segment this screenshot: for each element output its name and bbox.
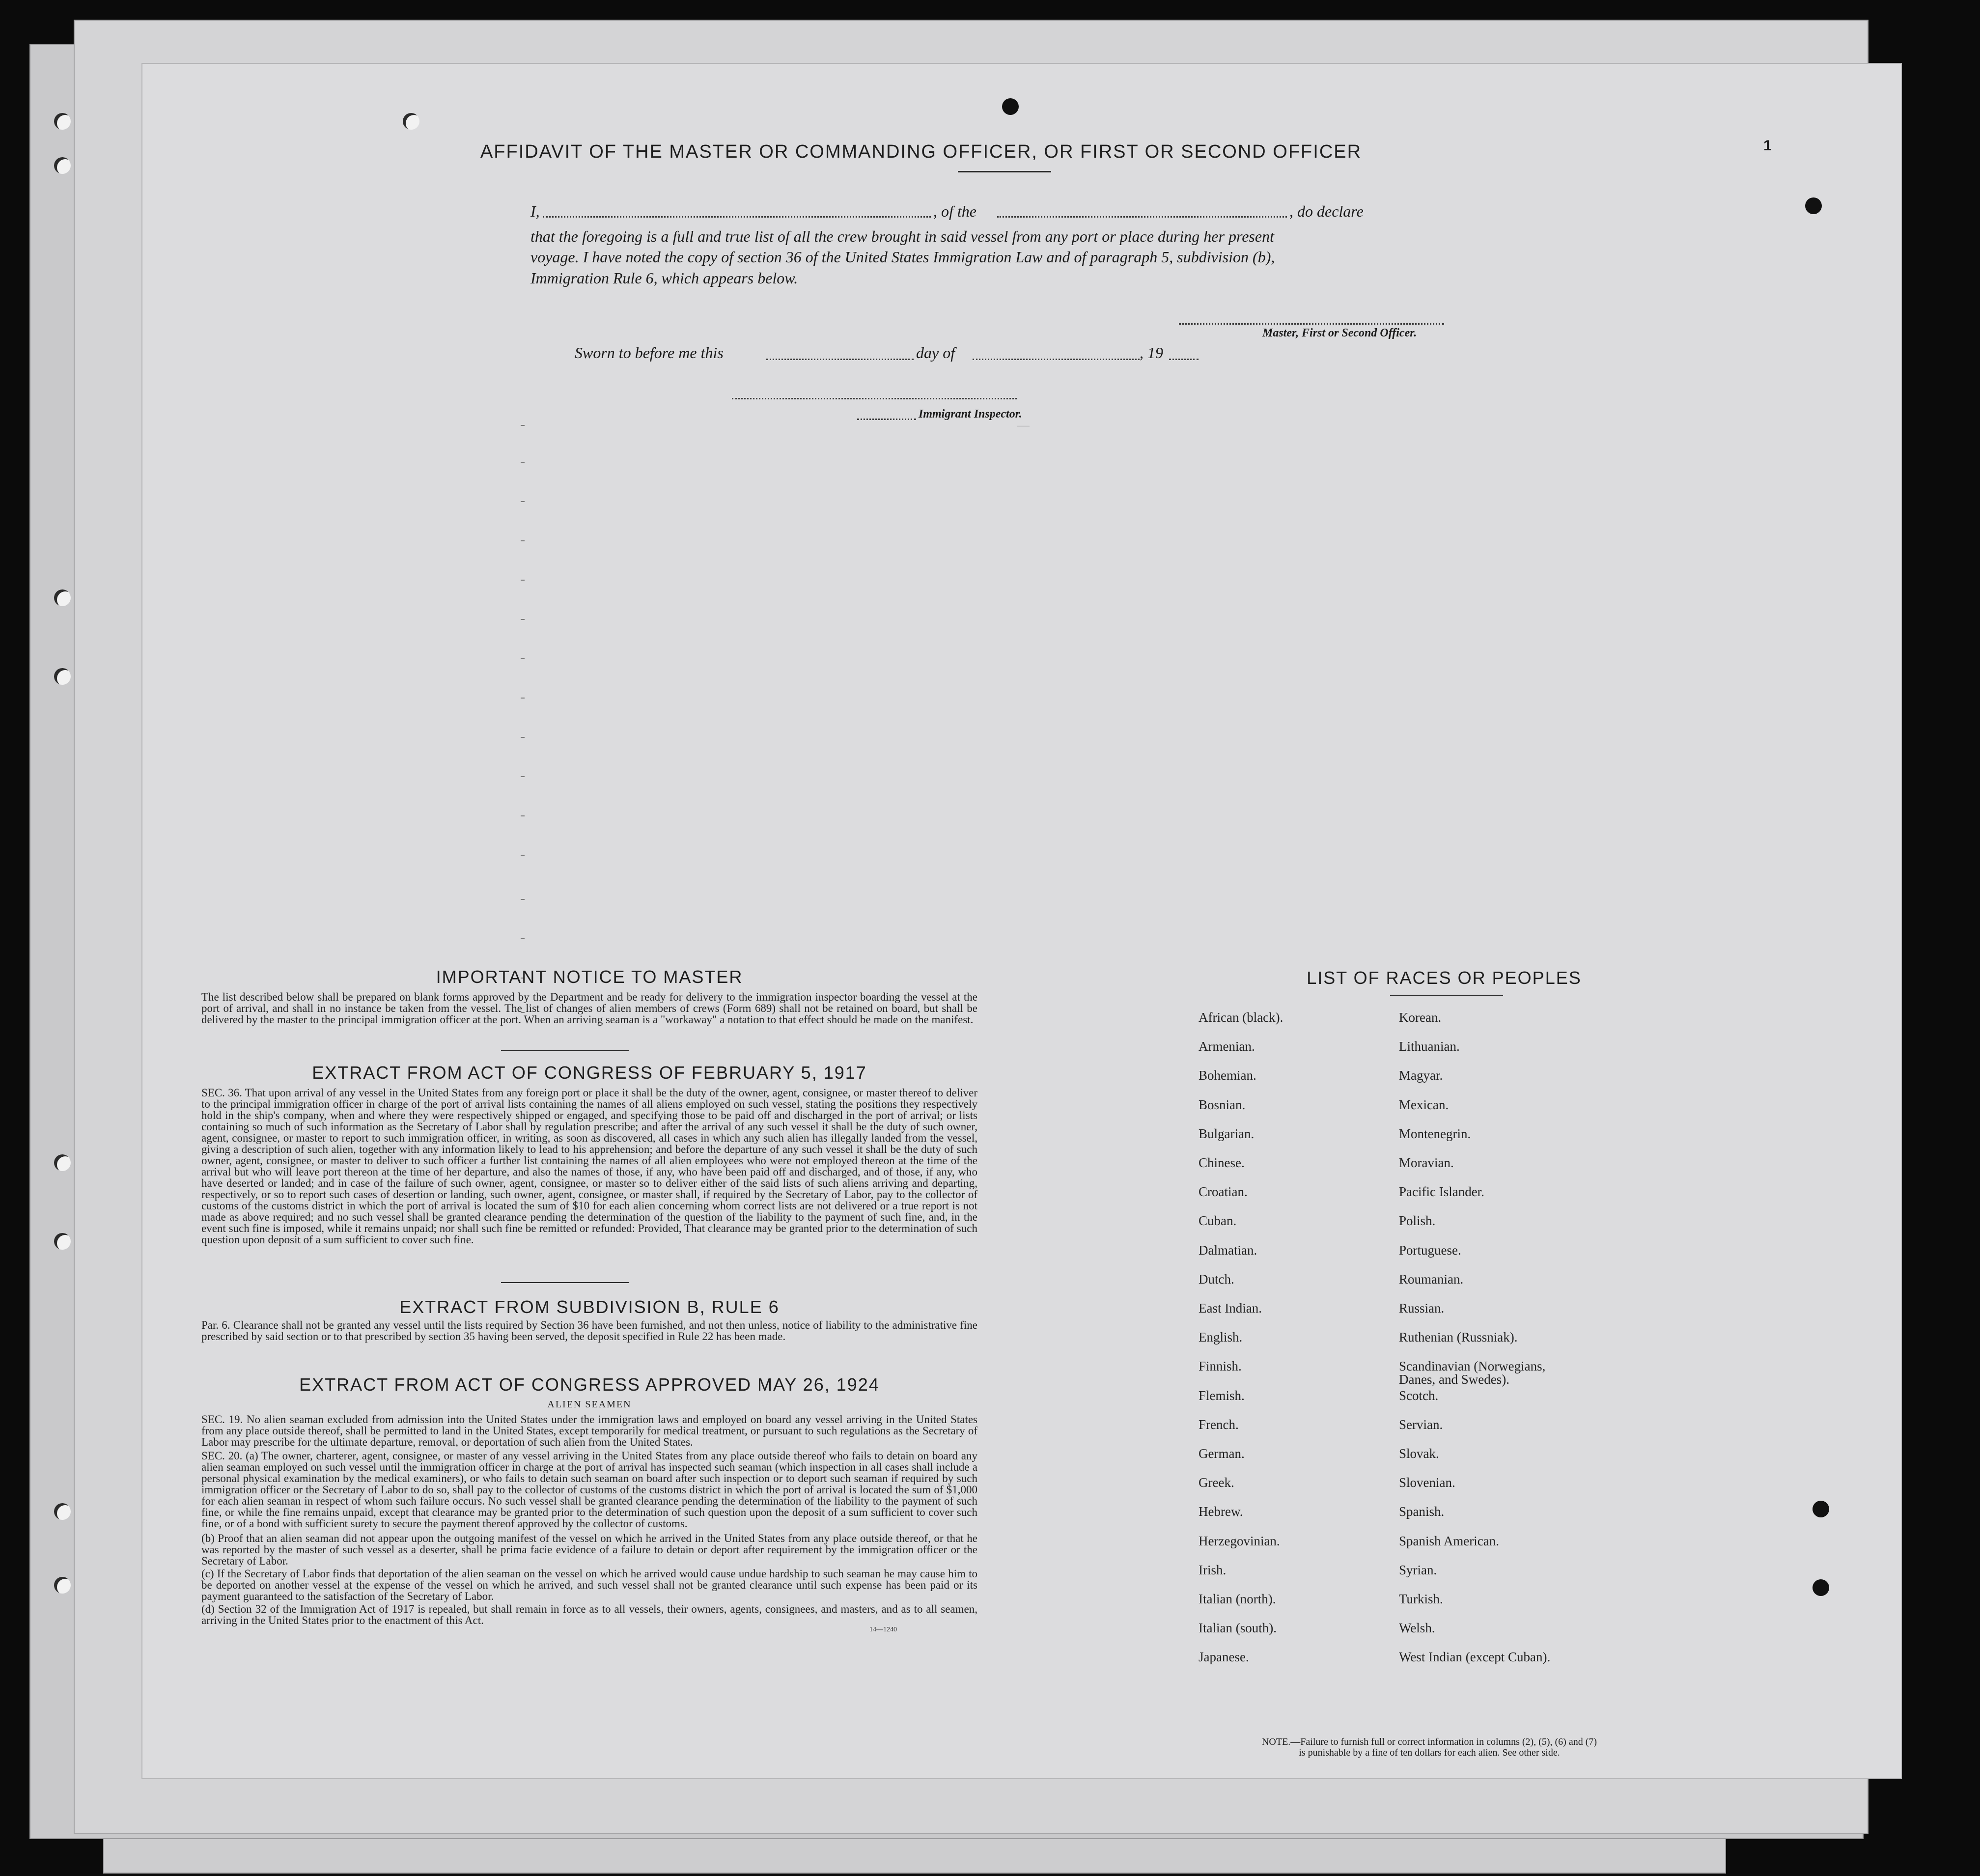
sworn-day-of: day of xyxy=(916,344,955,362)
margin-tick xyxy=(521,658,525,659)
declare-i: I, xyxy=(530,202,540,220)
race-item: African (black). xyxy=(1199,1010,1283,1025)
margin-tick xyxy=(521,425,525,426)
inspector-label: Immigrant Inspector. xyxy=(919,408,1022,420)
race-item: Lithuanian. xyxy=(1399,1039,1460,1054)
race-item: Mexican. xyxy=(1399,1097,1449,1112)
race-item: Scandinavian (Norwegians, Danes, and Swedes). xyxy=(1399,1359,1546,1387)
extract-rule6-title: EXTRACT FROM SUBDIVISION B, RULE 6 xyxy=(399,1297,780,1317)
punch-hole xyxy=(54,1233,71,1250)
race-item: Croatian. xyxy=(1199,1184,1248,1199)
race-item: Dalmatian. xyxy=(1199,1243,1257,1258)
extract-1924-sec20b: (b) Proof that an alien seaman did not appear upon the outgoing manifest of the vessel on which he arrived in the United States from any place outside thereof, or that he was reported by the master of such vessel as a deserter, shall be prima facie evidence of a failure to detain or deport after requirement by the immigration officer or the Secretary of Labor. xyxy=(201,1532,977,1567)
race-item: Irish. xyxy=(1199,1563,1227,1577)
race-item: East Indian. xyxy=(1199,1301,1262,1316)
margin-tick xyxy=(521,698,525,699)
race-item: Armenian. xyxy=(1199,1039,1255,1054)
extract-1924-sec20c: (c) If the Secretary of Labor finds that deportation of the alien seaman on the vessel on which he arrived would cause undue hardship to such seaman he may cause him to be deported on another vessel at the expense of the vessel on which he arrived, and such vessel shall not be granted clearance until such expense has been paid or its payment guaranteed to the satisfaction of the Secretary of Labor. xyxy=(201,1568,977,1602)
race-item: Russian. xyxy=(1399,1301,1445,1316)
inspector-lead-line xyxy=(857,419,916,420)
affidavit-body-line2: voyage. I have noted the copy of section 36 of the United States Immigration Law and of paragraph 5, subdivision (b), xyxy=(530,248,1275,266)
margin-tick xyxy=(521,899,525,900)
race-item: Syrian. xyxy=(1399,1563,1437,1577)
race-item: Bulgarian. xyxy=(1199,1126,1255,1141)
margin-tick xyxy=(521,737,525,738)
punch-hole xyxy=(1813,1501,1829,1517)
race-item: Italian (north). xyxy=(1199,1592,1276,1606)
races-title: LIST OF RACES OR PEOPLES xyxy=(1307,968,1582,988)
race-item: Herzegovinian. xyxy=(1199,1534,1280,1548)
affidavit-title: AFFIDAVIT OF THE MASTER OR COMMANDING OFFICER, OR FIRST OR SECOND OFFICER xyxy=(480,141,1362,162)
race-item: Slovenian. xyxy=(1399,1475,1455,1490)
race-item: French. xyxy=(1199,1417,1239,1432)
punch-hole xyxy=(54,113,71,130)
race-item: Bosnian. xyxy=(1199,1097,1246,1112)
extract-1924-title: EXTRACT FROM ACT OF CONGRESS APPROVED MAY 26, 1924 xyxy=(299,1374,880,1395)
ghost-text: — xyxy=(1017,418,1030,432)
race-item: Pacific Islander. xyxy=(1399,1184,1484,1199)
notice-text: The list described below shall be prepared on blank forms approved by the Department and be ready for delivery to the immigration inspector boarding the vessel at the port of arrival, and shall in no instance be taken from the vessel. The list of changes of alien members of crews (Form 689) shall not be retained on board, but shall be delivered by the master to the principal immigration officer at the port. When an arriving seaman is a "workaway" a notation to that effect should be made on the manifest. xyxy=(201,991,977,1026)
race-item: Scotch. xyxy=(1399,1388,1439,1403)
page-number: 1 xyxy=(1763,138,1772,154)
race-item: Polish. xyxy=(1399,1213,1436,1228)
affidavit-body-line1: that the foregoing is a full and true list of all the crew brought in said vessel from any port or place during her present xyxy=(530,227,1274,245)
name-field[interactable] xyxy=(543,216,931,218)
race-item: Japanese. xyxy=(1199,1650,1249,1664)
race-item: Montenegrin. xyxy=(1399,1126,1471,1141)
vessel-field[interactable] xyxy=(997,216,1287,218)
punch-hole xyxy=(1002,98,1019,115)
race-item: Welsh. xyxy=(1399,1621,1435,1635)
sworn-year: , 19 xyxy=(1140,344,1163,362)
punch-hole xyxy=(54,157,71,174)
extract-1924-sec20d: (d) Section 32 of the Immigration Act of 1917 is repealed, but shall remain in force as to all vessels, their owners, agents, consignees, and masters, and as to all seamen, arriving in the United States prior to the enactment of this Act. xyxy=(201,1603,977,1626)
extract-1917-title: EXTRACT FROM ACT OF CONGRESS OF FEBRUARY 5, 1917 xyxy=(312,1063,867,1083)
race-item: Magyar. xyxy=(1399,1068,1443,1083)
race-item: Hebrew. xyxy=(1199,1504,1243,1519)
race-item: Moravian. xyxy=(1399,1155,1454,1170)
margin-tick xyxy=(521,815,525,816)
race-item: Cuban. xyxy=(1199,1213,1237,1228)
affidavit-page xyxy=(142,64,1901,1778)
race-item: English. xyxy=(1199,1330,1243,1344)
punch-hole xyxy=(54,589,71,606)
sworn-day-field[interactable] xyxy=(766,359,914,360)
extract-1924-sec19: SEC. 19. No alien seaman excluded from admission into the United States under the immigration laws and employed on board any vessel arriving in the United States from any place outside thereof, shall be permitted to land in the United States, except temporarily for medical treatment, or pursuant to such regulations as the Secretary of Labor may prescribe for the ultimate departure, removal, or deportation of such alien from the United States. xyxy=(201,1413,977,1448)
notice-title: IMPORTANT NOTICE TO MASTER xyxy=(436,967,743,987)
margin-tick xyxy=(521,619,525,620)
race-item: West Indian (except Cuban). xyxy=(1399,1650,1551,1664)
signature-field[interactable] xyxy=(1179,323,1444,325)
extract-rule6-text: Par. 6. Clearance shall not be granted any vessel until the lists required by Section 36 have been furnished, and not then unless, notice of liability to the administrative fine prescribed by said section or to that prescribed by section 35 having been served, the deposit specified in Rule 22 has been made. xyxy=(201,1319,977,1343)
race-item: German. xyxy=(1199,1446,1245,1461)
races-title-underline xyxy=(1390,995,1503,996)
race-item: Italian (south). xyxy=(1199,1621,1277,1635)
declare-end: , do declare xyxy=(1289,202,1364,220)
race-item: Ruthenian (Russniak). xyxy=(1399,1330,1518,1344)
race-item: Korean. xyxy=(1399,1010,1442,1025)
race-item: Chinese. xyxy=(1199,1155,1245,1170)
race-item: Dutch. xyxy=(1199,1272,1234,1287)
punch-hole xyxy=(54,668,71,685)
margin-tick xyxy=(521,462,525,463)
race-item: Greek. xyxy=(1199,1475,1234,1490)
inspector-signature-field[interactable] xyxy=(732,398,1017,399)
punch-hole xyxy=(1813,1579,1829,1596)
affidavit-body-line3: Immigration Rule 6, which appears below. xyxy=(530,269,798,287)
title-underline xyxy=(958,171,1051,172)
margin-tick xyxy=(521,540,525,541)
footer-note: NOTE.—Failure to furnish full or correct information in columns (2), (5), (6) and (7) is punishable by a fine of ten dollars for each alien. See other side. xyxy=(1261,1736,1597,1758)
declare-of-the: , of the xyxy=(933,202,976,220)
punch-hole xyxy=(54,1154,71,1171)
margin-tick xyxy=(521,580,525,581)
race-item: Bohemian. xyxy=(1199,1068,1256,1083)
sworn-prefix: Sworn to before me this xyxy=(575,344,724,362)
margin-tick xyxy=(521,501,525,502)
punch-hole xyxy=(1805,197,1822,214)
sworn-year-field[interactable] xyxy=(1169,359,1199,360)
race-item: Portuguese. xyxy=(1399,1243,1461,1258)
race-item: Servian. xyxy=(1399,1417,1443,1432)
extract-1917-text: SEC. 36. That upon arrival of any vessel in the United States from any foreign port or place it shall be the duty of the owner, agent, consignee, or master thereof to deliver to the principal immigration officer in charge of the port of arrival lists containing the names of all aliens employed on such vessel, stating the positions they respectively hold in the ship's company, when and where they were respectively shipped or engaged, and specifying those to be paid off and discharged in the port of arrival; or lists containing so much of such information as the Secretary of Labor shall by regulation prescribe; and after the arrival of any such vessel it shall be the duty of such owner, agent, consignee, or master to report to such immigration officer, in writing, as soon as discovered, all cases in which any such alien has illegally landed from the vessel, giving a description of such alien, together with any information likely to lead to his apprehension; and before the departure of any such vessel it shall be the duty of such owner, agent, consignee, or master to deliver to such officer a further list containing the names of all alien employees who were not employed thereon at the time of the arrival but who will leave port thereon at the time of her departure, and also the names of those, if any, who have been paid off and discharged, and of those, if any, who have deserted or landed; and in case of the failure of such owner, agent, consignee, or master so to deliver either of the said lists of such aliens arriving and departing, respectively, or so to report such cases of desertion or landing, such owner, agent, consignee, or master shall, if required by the Secretary of Labor, pay to the collector of customs of the customs district in which the port of arrival is located the sum of $10 for each alien concerning whom correct lists are not delivered or a true report is not made as above required; and no such vessel shall be granted clearance pending the determination of the question of the liability to the payment of such fine, and, in the event such fine is imposed, while it remains unpaid; nor shall such fine be remitted or refunded: Provided, That clearance may be granted prior to the determination of such question upon deposit of a sum sufficient to cover such fine. xyxy=(201,1087,977,1246)
race-item: Spanish. xyxy=(1399,1504,1445,1519)
race-item: Roumanian. xyxy=(1399,1272,1464,1287)
sworn-month-field[interactable] xyxy=(973,359,1140,360)
punch-hole xyxy=(403,113,419,130)
margin-tick xyxy=(521,938,525,939)
race-item: Finnish. xyxy=(1199,1359,1242,1373)
extract-1924-sec20a: SEC. 20. (a) The owner, charterer, agent, consignee, or master of any vessel arriving in the United States from any place outside thereof who fails to detain on board any alien seaman employed on such vessel until the immigration officer in charge at the port of arrival has inspected such seaman (which inspection in all cases shall include a personal physical examination by the medical examiners), or who fails to detain such seaman on board after such inspection or to deport such seaman if required by such immigration officer or the Secretary of Labor to do so, shall pay to the collector of customs of the customs district in which the port of arrival is located the sum of $1,000 for each alien seaman in respect of whom such failure occurs. No such vessel shall be granted clearance pending the determination of the liability to the payment of such fine, or while the fine remains unpaid, except that clearance may be granted prior to the determination of such question upon the deposit of a sum sufficient to cover such fine, or of a bond with sufficient surety to secure the payment thereof approved by the collector of customs. xyxy=(201,1450,977,1530)
margin-tick xyxy=(521,855,525,856)
extract-1924-subtitle: ALIEN SEAMEN xyxy=(547,1399,632,1410)
race-item: Turkish. xyxy=(1399,1592,1443,1606)
race-item: Slovak. xyxy=(1399,1446,1439,1461)
section-divider xyxy=(501,1282,629,1283)
race-item: Flemish. xyxy=(1199,1388,1245,1403)
signature-label: Master, First or Second Officer. xyxy=(1262,327,1417,339)
punch-hole xyxy=(54,1503,71,1520)
race-item: Spanish American. xyxy=(1399,1534,1499,1548)
form-number: 14—1240 xyxy=(869,1626,897,1633)
punch-hole xyxy=(54,1577,71,1594)
section-divider xyxy=(501,1050,629,1051)
margin-tick xyxy=(521,776,525,777)
